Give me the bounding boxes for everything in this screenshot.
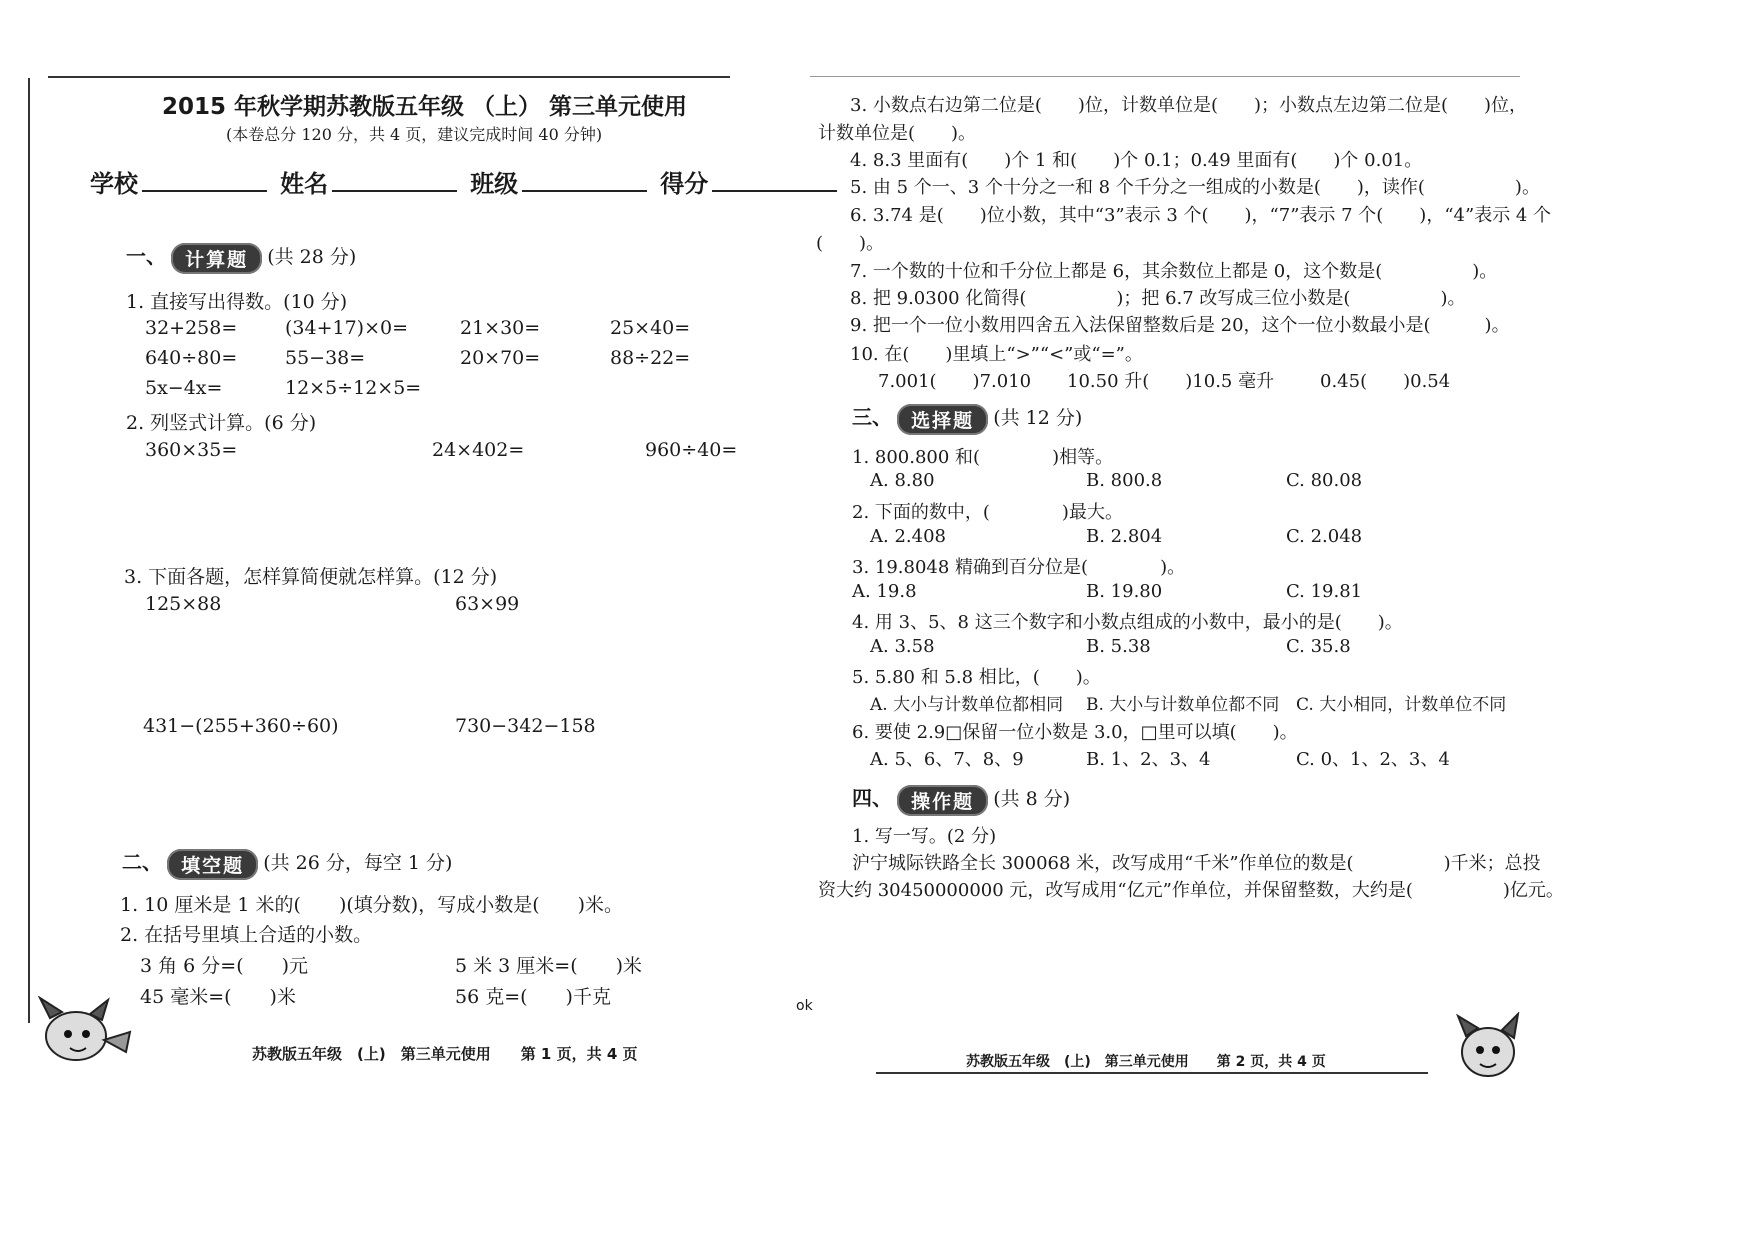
fill-q4: 4. 8.3 里面有( )个 1 和( )个 0.1；0.49 里面有( )个 0.01。 bbox=[850, 150, 1423, 171]
compare-item: 0.45( )0.54 bbox=[1320, 371, 1451, 392]
section-4-header bbox=[852, 782, 1070, 816]
class-field[interactable] bbox=[522, 168, 647, 192]
choice-option[interactable]: B. 800.8 bbox=[1086, 470, 1163, 491]
section-1-badge: 计算题 bbox=[171, 243, 262, 274]
school-label: 学校 bbox=[90, 170, 138, 198]
name-label: 姓名 bbox=[280, 170, 329, 198]
fill-q9: 9. 把一个一位小数用四舍五入法保留整数后是 20，这个一位小数最小是( )。 bbox=[850, 315, 1510, 336]
s1-q2: 2. 列竖式计算。(6 分) bbox=[126, 412, 317, 434]
section-4-number: 四、 bbox=[852, 786, 892, 810]
s1-q3-item: 63×99 bbox=[455, 593, 520, 615]
s1-q2-item: 360×35= bbox=[145, 439, 238, 461]
choice-option[interactable]: B. 19.80 bbox=[1086, 581, 1163, 602]
name-field[interactable] bbox=[332, 168, 457, 192]
section-1-score: (共 28 分) bbox=[267, 246, 357, 268]
choice-option[interactable]: A. 8.80 bbox=[870, 470, 935, 491]
choice-option[interactable]: B. 5.38 bbox=[1086, 636, 1151, 657]
s2-q2-item: 45 毫米=( )米 bbox=[140, 986, 296, 1008]
s1-q3-item: 431−(255+360÷60) bbox=[143, 715, 339, 737]
exam-title: 2015 年秋学期苏教版五年级 （上） 第三单元使用 bbox=[162, 94, 688, 120]
choice-option[interactable]: B. 2.804 bbox=[1086, 526, 1163, 547]
section-3-number: 三、 bbox=[852, 405, 892, 429]
section-3-header bbox=[852, 401, 1082, 435]
section-1-number: 一、 bbox=[126, 244, 166, 268]
right-footer-rule bbox=[876, 1072, 1428, 1074]
s2-q2-item: 5 米 3 厘米=( )米 bbox=[455, 955, 643, 977]
s1-q1-item: 21×30= bbox=[460, 317, 541, 339]
choice-question: 2. 下面的数中，( )最大。 bbox=[852, 502, 1123, 523]
choice-option[interactable]: A. 19.8 bbox=[852, 581, 917, 602]
left-margin-line bbox=[28, 78, 30, 1023]
s1-q1-item: 88÷22= bbox=[610, 347, 691, 369]
s2-q2: 2. 在括号里填上合适的小数。 bbox=[120, 924, 373, 946]
section-2-number: 二、 bbox=[122, 850, 162, 874]
choice-option[interactable]: C. 80.08 bbox=[1286, 470, 1363, 491]
choice-question: 6. 要使 2.9□保留一位小数是 3.0，□里可以填( )。 bbox=[852, 722, 1298, 743]
s1-q1-item: 20×70= bbox=[460, 347, 541, 369]
exam-subtitle: (本卷总分 120 分，共 4 页，建议完成时间 40 分钟) bbox=[226, 125, 603, 144]
s1-q1-item: 55−38= bbox=[285, 347, 366, 369]
fill-q7: 7. 一个数的十位和千分位上都是 6，其余数位上都是 0，这个数是( )。 bbox=[850, 261, 1498, 282]
section-4-badge: 操作题 bbox=[897, 785, 988, 816]
class-label: 班级 bbox=[470, 170, 519, 198]
score-label: 得分 bbox=[660, 170, 709, 198]
choice-question: 1. 800.800 和( )相等。 bbox=[852, 447, 1114, 468]
choice-option[interactable]: B. 1、2、3、4 bbox=[1086, 749, 1211, 770]
fill-q5: 5. 由 5 个一、3 个十分之一和 8 个千分之一组成的小数是( )，读作( )。 bbox=[850, 177, 1540, 198]
s1-q3-item: 125×88 bbox=[145, 593, 222, 615]
section-2-badge: 填空题 bbox=[167, 849, 258, 880]
section-1-header bbox=[126, 240, 356, 274]
s2-q1: 1. 10 厘米是 1 米的( )(填分数)，写成小数是( )米。 bbox=[120, 894, 624, 916]
left-page-footer: 苏教版五年级 (上) 第三单元使用 第 1 页，共 4 页 bbox=[252, 1045, 638, 1063]
fill-q8: 8. 把 9.0300 化简得( )；把 6.7 改写成三位小数是( )。 bbox=[850, 288, 1466, 309]
s1-q1-item: 25×40= bbox=[610, 317, 691, 339]
choice-option[interactable]: A. 5、6、7、8、9 bbox=[870, 749, 1024, 770]
choice-option[interactable]: C. 35.8 bbox=[1286, 636, 1351, 657]
right-top-rule bbox=[810, 76, 1520, 77]
section-2-score: (共 26 分，每空 1 分) bbox=[263, 852, 453, 874]
s2-q2-item: 56 克=( )千克 bbox=[455, 986, 611, 1008]
choice-option[interactable]: C. 0、1、2、3、4 bbox=[1296, 749, 1450, 770]
choice-question: 4. 用 3、5、8 这三个数字和小数点组成的小数中，最小的是( )。 bbox=[852, 612, 1403, 633]
choice-option[interactable]: A. 2.408 bbox=[870, 526, 946, 547]
cartoon-fox-mascot-right bbox=[1452, 1012, 1522, 1086]
choice-option[interactable]: C. 大小相同，计数单位不同 bbox=[1296, 695, 1507, 715]
cartoon-fox-mascot-left bbox=[36, 996, 136, 1072]
s1-q2-item: 24×402= bbox=[432, 439, 525, 461]
s1-q1-item: 32+258= bbox=[145, 317, 238, 339]
s1-q1-item: (34+17)×0= bbox=[285, 317, 409, 339]
s4-q1-line: 沪宁城际铁路全长 300068 米，改写成用“千米”作单位的数是( )千米；总投 bbox=[852, 853, 1541, 874]
right-page-footer: 苏教版五年级 (上) 第三单元使用 第 2 页，共 4 页 bbox=[966, 1054, 1326, 1070]
s1-q3: 3. 下面各题，怎样算简便就怎样算。(12 分) bbox=[124, 566, 498, 588]
fill-q3-line2: 计数单位是( )。 bbox=[818, 123, 977, 144]
school-field[interactable] bbox=[142, 168, 267, 192]
score-field[interactable] bbox=[712, 168, 837, 192]
fill-q6-line2: ( )。 bbox=[816, 233, 885, 254]
section-2-header bbox=[122, 846, 452, 880]
s1-q1-item: 5x−4x= bbox=[145, 377, 223, 399]
s4-q1: 1. 写一写。(2 分) bbox=[852, 826, 997, 847]
fill-q6-line1: 6. 3.74 是( )位小数，其中“3”表示 3 个( )，“7”表示 7 个( )，“4”表示 4 个 bbox=[850, 205, 1552, 226]
choice-option[interactable]: C. 2.048 bbox=[1286, 526, 1363, 547]
choice-question: 5. 5.80 和 5.8 相比，( )。 bbox=[852, 667, 1101, 688]
choice-question: 3. 19.8048 精确到百分位是( )。 bbox=[852, 557, 1186, 578]
left-top-rule bbox=[48, 76, 730, 78]
compare-item: 7.001( )7.010 bbox=[878, 371, 1032, 392]
s1-q1-item: 12×5÷12×5= bbox=[285, 377, 422, 399]
fill-q3-line1: 3. 小数点右边第二位是( )位，计数单位是( )；小数点左边第二位是( )位， bbox=[850, 95, 1528, 116]
section-3-badge: 选择题 bbox=[897, 404, 988, 435]
section-3-score: (共 12 分) bbox=[993, 407, 1083, 429]
choice-option[interactable]: B. 大小与计数单位都不同 bbox=[1086, 695, 1280, 715]
s2-q2-item: 3 角 6 分=( )元 bbox=[140, 955, 309, 977]
s1-q1: 1. 直接写出得数。(10 分) bbox=[126, 291, 348, 313]
choice-option[interactable]: A. 3.58 bbox=[870, 636, 935, 657]
fill-q10: 10. 在( )里填上“>”“<”或“=”。 bbox=[850, 344, 1143, 365]
s1-q1-item: 640÷80= bbox=[145, 347, 238, 369]
choice-option[interactable]: A. 大小与计数单位都相同 bbox=[870, 695, 1064, 715]
s4-q1-line: 资大约 30450000000 元，改写成用“亿元”作单位，并保留整数，大约是( )亿元。 bbox=[818, 880, 1564, 901]
s1-q2-item: 960÷40= bbox=[645, 439, 738, 461]
compare-item: 10.50 升( )10.5 毫升 bbox=[1067, 371, 1275, 392]
choice-option[interactable]: C. 19.81 bbox=[1286, 581, 1363, 602]
section-4-score: (共 8 分) bbox=[993, 788, 1071, 810]
s1-q3-item: 730−342−158 bbox=[455, 715, 596, 737]
student-info-row bbox=[90, 164, 837, 199]
stray-mark: ok bbox=[796, 998, 813, 1014]
